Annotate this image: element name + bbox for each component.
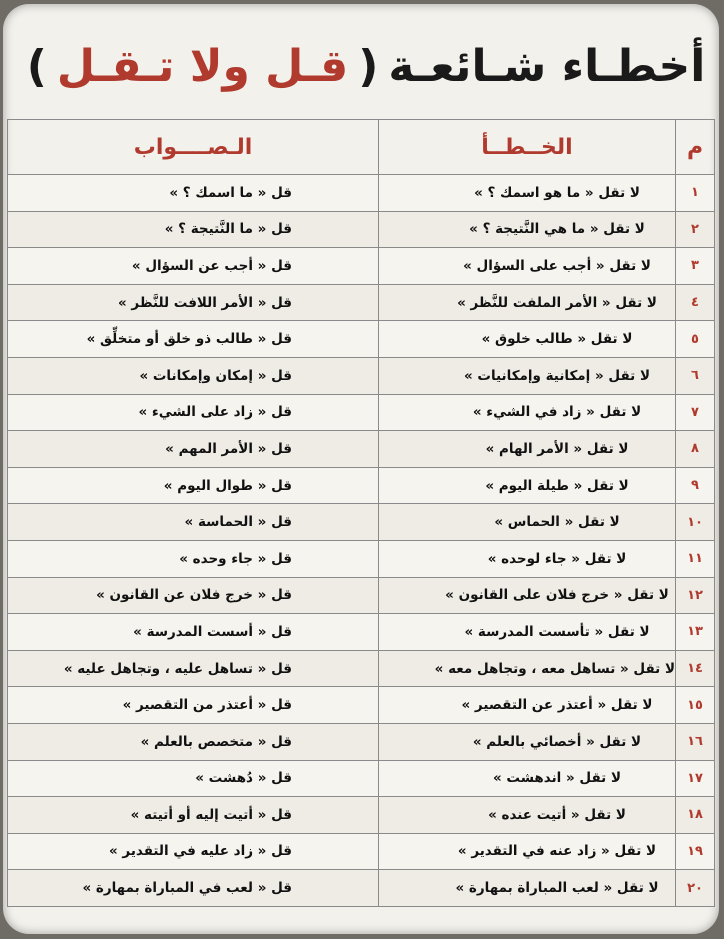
row-right: قل « أعتذر من التقصير » [8, 687, 379, 724]
row-wrong: لا تقل « الأمر الهام » [379, 431, 676, 468]
row-wrong: لا تقل « أتيت عنده » [379, 797, 676, 834]
page-title [3, 30, 719, 102]
table-row [8, 467, 715, 504]
row-wrong: لا تقل « اندهشت » [379, 760, 676, 797]
row-num: ٢٠ [676, 870, 715, 907]
table-row [8, 504, 715, 541]
header-wrong: الخــطــأ [379, 120, 676, 175]
row-right: قل « زاد عليه في التقدير » [8, 833, 379, 870]
row-right: قل « طالب ذو خلق أو متخلِّق » [8, 321, 379, 358]
row-wrong: لا تقل « الأمر الملفت للنَّظر » [379, 284, 676, 321]
table-header-row [8, 120, 715, 175]
row-num: ١٠ [676, 504, 715, 541]
row-wrong: لا تقل « أخصائي بالعلم » [379, 723, 676, 760]
row-wrong: لا تقل « إمكانية وإمكانيات » [379, 357, 676, 394]
row-wrong: لا تقل « ما هي النَّتيجة ؟ » [379, 211, 676, 248]
row-right: قل « إمكان وإمكانات » [8, 357, 379, 394]
table-row [8, 394, 715, 431]
row-right: قل « ما النَّتيجة ؟ » [8, 211, 379, 248]
poster [3, 4, 719, 934]
row-num: ٢ [676, 211, 715, 248]
row-num: ٧ [676, 394, 715, 431]
row-wrong: لا تقل « الحماس » [379, 504, 676, 541]
row-right: قل « لعب في المباراة بمهارة » [8, 870, 379, 907]
table-row [8, 321, 715, 358]
row-num: ١٢ [676, 577, 715, 614]
row-right: قل « أتيت إليه أو أتيته » [8, 797, 379, 834]
row-wrong: لا تقل « تساهل معه ، وتجاهل معه » [379, 650, 676, 687]
title-close-paren: ) [26, 40, 47, 92]
row-right: قل « ما اسمك ؟ » [8, 175, 379, 212]
row-num: ١١ [676, 540, 715, 577]
row-num: ١٨ [676, 797, 715, 834]
row-wrong: لا تقل « لعب المباراة بمهارة » [379, 870, 676, 907]
row-num: ١٧ [676, 760, 715, 797]
row-right: قل « جاء وحده » [8, 540, 379, 577]
table-row [8, 797, 715, 834]
row-num: ٣ [676, 248, 715, 285]
row-right: قل « طوال اليوم » [8, 467, 379, 504]
row-wrong: لا تقل « أعتذر عن التقصير » [379, 687, 676, 724]
table-row [8, 614, 715, 651]
row-wrong: لا تقل « تأسست المدرسة » [379, 614, 676, 651]
table-row [8, 833, 715, 870]
table-row [8, 540, 715, 577]
row-wrong: لا تقل « خرج فلان على القانون » [379, 577, 676, 614]
title-highlight: قـل ولا تـقـل [56, 40, 349, 92]
row-right: قل « خرج فلان عن القانون » [8, 577, 379, 614]
table-row [8, 723, 715, 760]
table-row [8, 577, 715, 614]
header-num: م [676, 120, 715, 175]
table-row [8, 284, 715, 321]
table-row [8, 248, 715, 285]
row-right: قل « زاد على الشيء » [8, 394, 379, 431]
table-row [8, 687, 715, 724]
row-num: ١٥ [676, 687, 715, 724]
title-main: أخطـاء شـائعـة [388, 40, 706, 92]
table-row [8, 175, 715, 212]
row-wrong: لا تقل « طالب خلوق » [379, 321, 676, 358]
row-wrong: لا تقل « جاء لوحده » [379, 540, 676, 577]
title-open-paren: ( [358, 40, 379, 92]
row-right: قل « الأمر اللافت للنَّظر » [8, 284, 379, 321]
row-wrong: لا تقل « ما هو اسمك ؟ » [379, 175, 676, 212]
row-wrong: لا تقل « طيلة اليوم » [379, 467, 676, 504]
table-row [8, 211, 715, 248]
row-num: ٨ [676, 431, 715, 468]
row-num: ١٣ [676, 614, 715, 651]
row-num: ١ [676, 175, 715, 212]
row-num: ١٦ [676, 723, 715, 760]
table-row [8, 870, 715, 907]
row-right: قل « تساهل عليه ، وتجاهل عليه » [8, 650, 379, 687]
row-right: قل « الأمر المهم » [8, 431, 379, 468]
table-row [8, 431, 715, 468]
row-wrong: لا تقل « أجب على السؤال » [379, 248, 676, 285]
row-wrong: لا تقل « زاد في الشيء » [379, 394, 676, 431]
row-num: ١٩ [676, 833, 715, 870]
table-row [8, 650, 715, 687]
row-num: ٩ [676, 467, 715, 504]
row-num: ٦ [676, 357, 715, 394]
row-right: قل « متخصص بالعلم » [8, 723, 379, 760]
row-right: قل « أجب عن السؤال » [8, 248, 379, 285]
row-right: قل « أسست المدرسة » [8, 614, 379, 651]
row-num: ١٤ [676, 650, 715, 687]
table-row [8, 357, 715, 394]
row-num: ٤ [676, 284, 715, 321]
row-right: قل « الحماسة » [8, 504, 379, 541]
row-wrong: لا تقل « زاد عنه في التقدير » [379, 833, 676, 870]
row-num: ٥ [676, 321, 715, 358]
errors-table [7, 119, 715, 907]
table-row [8, 760, 715, 797]
header-right: الـصــــواب [8, 120, 379, 175]
row-right: قل « دُهشت » [8, 760, 379, 797]
